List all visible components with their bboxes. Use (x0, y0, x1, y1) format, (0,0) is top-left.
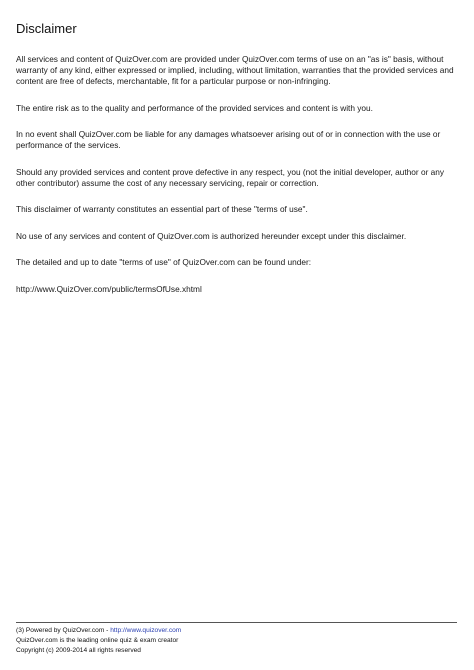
paragraph-warranty: All services and content of QuizOver.com are provided under QuizOver.com terms of use on an "as is" basis, without warranty of any kind, either expressed or implied, including, without limitation, warranties that the provided services and content are free of defects, merchantable, fit for a particular purpose or non-infringing. (16, 54, 454, 87)
paragraph-essential-part: This disclaimer of warranty constitutes an essential part of these "terms of use". (16, 204, 308, 215)
paragraph-terms-location: The detailed and up to date "terms of use" of QuizOver.com can be found under: (16, 257, 312, 268)
footer-copyright: Copyright (c) 2009-2014 all rights reserved (16, 647, 141, 655)
paragraph-risk: The entire risk as to the quality and performance of the provided services and content is with you. (16, 102, 373, 113)
paragraph-defects: Should any provided services and content prove defective in any respect, you (not the initial developer, author or any other contributor) assume the cost of any necessary servicing, repair or correction. (16, 166, 445, 188)
disclaimer-body (16, 54, 462, 310)
terms-of-use-url[interactable]: http://www.QuizOver.com/public/termsOfUse.xhtml (16, 283, 202, 294)
paragraph-authorization: No use of any services and content of QuizOver.com is authorized hereunder except under this disclaimer. (16, 230, 407, 241)
footer-divider (16, 622, 457, 623)
footer-powered-by (16, 626, 457, 636)
page-title: Disclaimer (16, 21, 77, 36)
footer-tagline: QuizOver.com is the leading online quiz & exam creator (16, 637, 179, 645)
quizover-link[interactable]: http://www.quizover.com (110, 627, 182, 634)
powered-by-text: (3) Powered by QuizOver.com - (16, 627, 111, 634)
paragraph-liability: In no event shall QuizOver.com be liable for any damages whatsoever arising out of or in connection with the use or performance of the services. (16, 129, 441, 151)
page-footer (16, 626, 457, 657)
